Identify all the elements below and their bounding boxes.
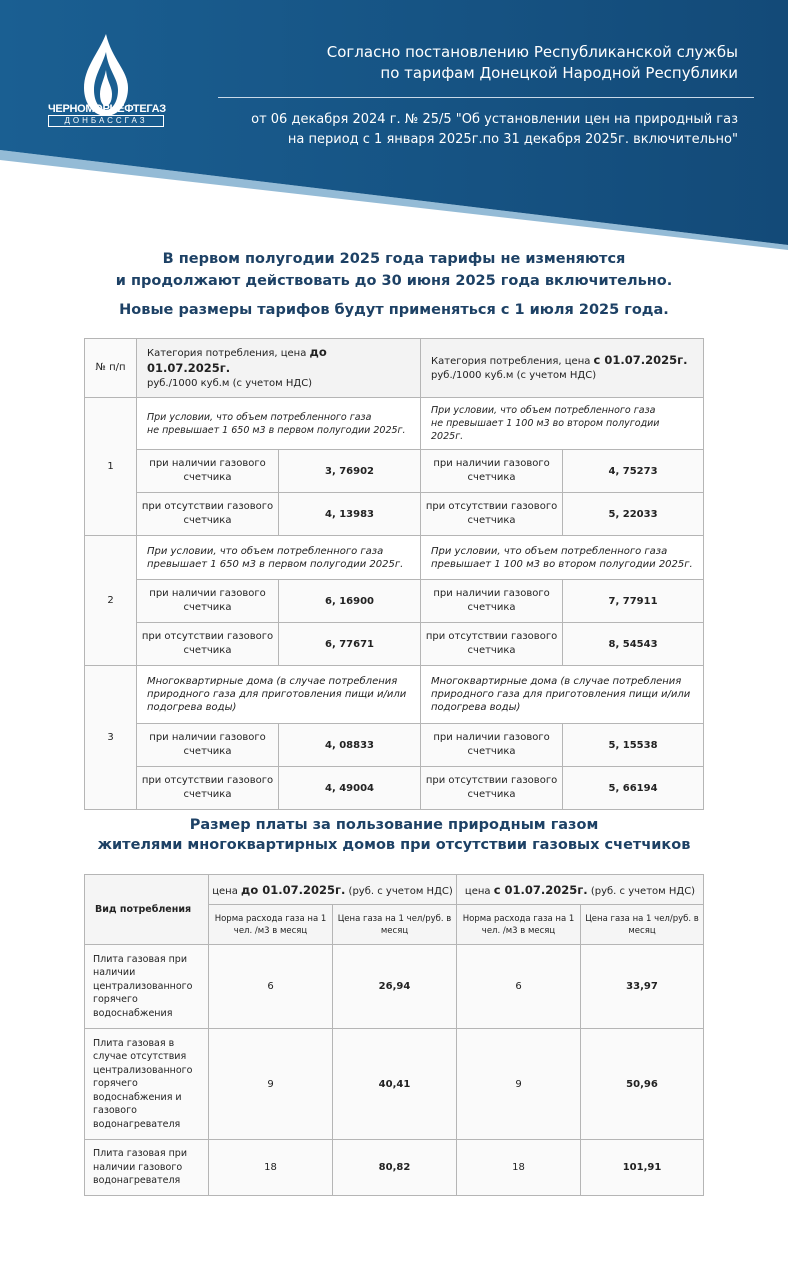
row-label: Плита газовая при наличии централизованного горячего водоснабжения [85, 945, 209, 1029]
condition-after: Многоквартирные дома (в случае потребления природного газа для приготовления пищи и/или подогрева воды) [421, 666, 704, 724]
condition-before: При условии, что объем потребленного газа не превышает 1 650 м3 в первом полугодии 2025г. [137, 398, 421, 450]
norm-value: 6 [457, 945, 581, 1029]
table-row [85, 398, 704, 450]
col-header-before: Категория потребления, цена до 01.07.2025г. руб./1000 куб.м (с учетом НДС) [137, 339, 421, 398]
price-value: 80,82 [333, 1140, 457, 1196]
norm-value: 9 [457, 1029, 581, 1140]
label-without-meter: при отсутствии газового счетчика [421, 623, 563, 666]
header-subtitle-line1: от 06 декабря 2024 г. № 25/5 "Об установлении цен на природный газ [251, 112, 738, 127]
label-with-meter: при наличии газового счетчика [137, 450, 279, 493]
price-value: 5, 15538 [563, 724, 704, 767]
notice-line1: В первом полугодии 2025 года тарифы не изменяются [162, 251, 626, 267]
label-with-meter: при наличии газового счетчика [421, 450, 563, 493]
price-value: 6, 77671 [279, 623, 421, 666]
price-value: 26,94 [333, 945, 457, 1029]
norm-value: 6 [209, 945, 333, 1029]
price-value: 5, 22033 [563, 493, 704, 536]
norm-value: 18 [209, 1140, 333, 1196]
notice-line2: и продолжают действовать до 30 июня 2025 года включительно. [115, 273, 673, 289]
price-value: 33,97 [581, 945, 704, 1029]
price-value: 4, 08833 [279, 724, 421, 767]
price-value: 4, 13983 [279, 493, 421, 536]
condition-after: При условии, что объем потребленного газа превышает 1 100 м3 во втором полугодии 2025г. [421, 536, 704, 580]
col-header-before: цена до 01.07.2025г. (руб. с учетом НДС) [209, 875, 457, 905]
label-with-meter: при наличии газового счетчика [421, 724, 563, 767]
subheader-norm: Норма расхода газа на 1 чел. /м3 в месяц [457, 905, 581, 945]
header-divider [218, 97, 754, 98]
row-number: 1 [85, 398, 137, 536]
table-row [85, 536, 704, 580]
price-value: 50,96 [581, 1029, 704, 1140]
subheader-price: Цена газа на 1 чел/руб. в месяц [333, 905, 457, 945]
price-value: 4, 75273 [563, 450, 704, 493]
header-title-line1: Согласно постановлению Республиканской службы [326, 43, 738, 61]
col-header-after: Категория потребления, цена с 01.07.2025г. руб./1000 куб.м (с учетом НДС) [421, 339, 704, 398]
price-value: 3, 76902 [279, 450, 421, 493]
table-row [85, 493, 704, 536]
label-with-meter: при наличии газового счетчика [421, 580, 563, 623]
table-row [85, 666, 704, 724]
condition-before: При условии, что объем потребленного газа превышает 1 650 м3 в первом полугодии 2025г. [137, 536, 421, 580]
price-value: 5, 66194 [563, 767, 704, 810]
notice-line3: Новые размеры тарифов будут применяться с 1 июля 2025 года. [119, 302, 669, 318]
label-without-meter: при отсутствии газового счетчика [137, 493, 279, 536]
header-subtitle-line2: на период с 1 января 2025г.по 31 декабря 2025г. включительно" [287, 132, 738, 147]
col-header-vid: Вид потребления [85, 875, 209, 945]
table-header-row [85, 875, 704, 905]
logo-name: ЧЕРНОМОРНЕФТЕГАЗ [48, 103, 166, 115]
table-row [85, 945, 704, 1029]
header-subtitle [178, 110, 738, 150]
section2-title-line2: жителями многоквартирных домов при отсутствии газовых счетчиков [97, 837, 691, 853]
price-value: 7, 77911 [563, 580, 704, 623]
header-title [218, 42, 738, 84]
header-banner [0, 0, 788, 250]
table-row [85, 724, 704, 767]
condition-after: При условии, что объем потребленного газа не превышает 1 100 м3 во втором полугодии 2025г. [421, 398, 704, 450]
table-row [85, 580, 704, 623]
logo-subtitle: ДОНБАССГАЗ [48, 115, 164, 127]
table-header-row [85, 339, 704, 398]
price-value: 8, 54543 [563, 623, 704, 666]
table-row [85, 623, 704, 666]
norm-value: 18 [457, 1140, 581, 1196]
condition-before: Многоквартирные дома (в случае потребления природного газа для приготовления пищи и/или подогрева воды) [137, 666, 421, 724]
section2-title-line1: Размер платы за пользование природным газом [189, 817, 599, 833]
price-value: 101,91 [581, 1140, 704, 1196]
table-row [85, 767, 704, 810]
table-row [85, 1140, 704, 1196]
label-without-meter: при отсутствии газового счетчика [421, 767, 563, 810]
table-row [85, 1029, 704, 1140]
subheader-norm: Норма расхода газа на 1 чел. /м3 в месяц [209, 905, 333, 945]
row-number: 3 [85, 666, 137, 810]
row-label: Плита газовая при наличии газового водонагревателя [85, 1140, 209, 1196]
table-row [85, 450, 704, 493]
label-with-meter: при наличии газового счетчика [137, 580, 279, 623]
col-header-after: цена с 01.07.2025г. (руб. с учетом НДС) [457, 875, 704, 905]
norm-value: 9 [209, 1029, 333, 1140]
subheader-price: Цена газа на 1 чел/руб. в месяц [581, 905, 704, 945]
label-without-meter: при отсутствии газового счетчика [137, 623, 279, 666]
col-header-num: № п/п [85, 339, 137, 398]
label-without-meter: при отсутствии газового счетчика [137, 767, 279, 810]
price-value: 40,41 [333, 1029, 457, 1140]
header-title-line2: по тарифам Донецкой Народной Республики [380, 64, 738, 82]
price-value: 4, 49004 [279, 767, 421, 810]
row-number: 2 [85, 536, 137, 666]
label-with-meter: при наличии газового счетчика [137, 724, 279, 767]
price-value: 6, 16900 [279, 580, 421, 623]
payment-table [84, 874, 704, 1196]
label-without-meter: при отсутствии газового счетчика [421, 493, 563, 536]
tariff-table [84, 338, 704, 810]
row-label: Плита газовая в случае отсутствия централизованного горячего водоснабжения и газового водонагревателя [85, 1029, 209, 1140]
